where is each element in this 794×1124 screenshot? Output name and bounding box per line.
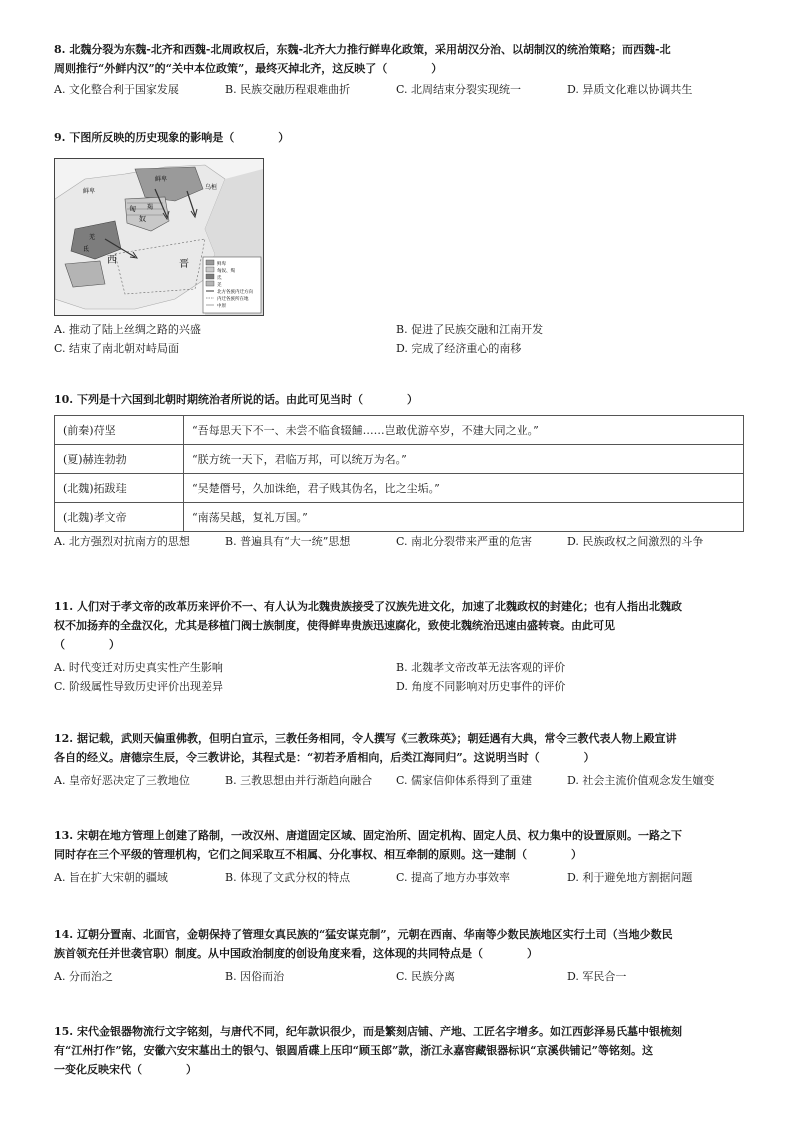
ruler-name: (前秦)苻坚 — [55, 416, 184, 445]
option-b[interactable]: B. 促进了民族交融和江南开发 — [396, 323, 544, 336]
option-a[interactable]: A. 文化整合利于国家发展 — [54, 83, 179, 96]
question-8-stem: 8. 北魏分裂为东魏-北齐和西魏-北周政权后，东魏-北齐大力推行鲜卑化政策，采用胡汉分治、以胡制汉的统治策略；而西魏-北 — [54, 43, 671, 56]
option-d[interactable]: D. 异质文化难以协调共生 — [567, 83, 693, 96]
question-10-stem: 10. 下列是十六国到北朝时期统治者所说的话。由此可见当时（ ） — [54, 393, 418, 406]
question-14-options — [54, 969, 744, 985]
question-12 — [54, 729, 744, 789]
table-row — [55, 416, 744, 445]
question-9-options — [54, 320, 744, 358]
question-11-stem-blank: （ ） — [54, 638, 120, 651]
legend-label: 内迁各族所在地 — [217, 297, 249, 302]
table-row — [55, 503, 744, 532]
legend-label: 中原 — [217, 304, 226, 309]
migration-map — [54, 158, 264, 316]
option-d[interactable]: D. 利于避免地方割据问题 — [567, 871, 693, 884]
option-c[interactable]: C. 提高了地方办事效率 — [396, 871, 511, 884]
ruler-name: (北魏)拓跋珪 — [55, 474, 184, 503]
option-d[interactable]: D. 角度不同影响对历史事件的评价 — [396, 680, 566, 693]
option-b[interactable]: B. 民族交融历程艰难曲折 — [225, 83, 351, 96]
option-a[interactable]: A. 皇帝好恶决定了三教地位 — [54, 774, 190, 787]
option-c[interactable]: C. 儒家信仰体系得到了重建 — [396, 774, 533, 787]
option-b[interactable]: B. 三教思想由并行渐趋向融合 — [225, 774, 373, 787]
option-a[interactable]: A. 时代变迁对历史真实性产生影响 — [54, 661, 223, 674]
option-d[interactable]: D. 完成了经济重心的南移 — [396, 342, 522, 355]
option-a[interactable]: A. 分而治之 — [54, 970, 113, 983]
question-13 — [54, 826, 744, 886]
question-9-options-block — [54, 318, 744, 358]
option-a[interactable]: A. 推动了陆上丝绸之路的兴盛 — [54, 323, 201, 336]
map-label: 羌 — [89, 234, 96, 241]
question-12-options — [54, 773, 744, 789]
question-12-stem: 12. 据记载，武则天偏重佛教，但明白宣示，三教任务相同，令人撰写《三教珠英》；朝廷遇有大典，常令三教代表人物上殿宣讲 — [54, 732, 677, 745]
option-c[interactable]: C. 结束了南北朝对峙局面 — [54, 342, 180, 355]
ruler-quote: “南荡吴越，复礼万国。” — [184, 503, 744, 532]
question-15-stem: 15. 宋代金银器物流行文字铭刻，与唐代不同，纪年款识很少，而是繁刻店铺、产地、工匠名字增多。如江西彭泽易氏墓中银梳刻 — [54, 1025, 682, 1038]
option-a[interactable]: A. 旨在扩大宋朝的疆域 — [54, 871, 168, 884]
ruler-quote: “朕方统一天下，君临万邦，可以统万为名。” — [184, 445, 744, 474]
rulers-quote-table — [54, 415, 744, 532]
question-10 — [54, 390, 744, 550]
question-11-options — [54, 658, 744, 696]
question-11 — [54, 597, 744, 696]
question-15-stem-cont: 有“江州打作”铭，安徽六安宋墓出土的银勺、银圆盾碟上压印“顾玉郎”款，浙江永嘉窖藏银器标识“京溪供铺记”等铭刻。这 — [54, 1044, 653, 1057]
option-d[interactable]: D. 军民合一 — [567, 970, 627, 983]
option-c[interactable]: C. 北周结束分裂实现统一 — [396, 83, 522, 96]
question-11-stem: 11. 人们对于孝文帝的改革历来评价不一、有人认为北魏贵族接受了汉族先进文化，加速了北魏政权的封建化；也有人指出北魏政 — [54, 600, 682, 613]
question-15-stem-end: 一变化反映宋代（ ） — [54, 1063, 197, 1076]
option-b[interactable]: B. 因俗而治 — [225, 970, 285, 983]
question-14-stem-cont: 族首领充任并世袭官职）制度。从中国政治制度的创设角度来看，这体现的共同特点是（ ） — [54, 947, 538, 960]
question-12-stem-cont: 各自的经义。唐德宗生辰，令三教讲论，其程式是：“初若矛盾相向，后类江海同归”。这说明当时（ ） — [54, 751, 595, 764]
map-label: 奴 — [139, 215, 146, 223]
map-label: 乌桓 — [205, 184, 218, 191]
question-8-options — [54, 82, 744, 98]
ruler-quote: “吴楚僭号，久加诛绝，君子贱其伪名，比之尘垢。” — [184, 474, 744, 503]
map-label: 西 — [107, 255, 117, 266]
question-15 — [54, 1022, 744, 1079]
map-label: 鲜卑 — [83, 188, 96, 195]
question-14 — [54, 925, 744, 985]
option-d[interactable]: D. 社会主流价值观念发生嬗变 — [567, 774, 715, 787]
option-b[interactable]: B. 普遍具有“大一统”思想 — [225, 535, 351, 548]
option-c[interactable]: C. 南北分裂带来严重的危害 — [396, 535, 533, 548]
map-label: 匈 — [129, 205, 136, 213]
question-10-options — [54, 534, 744, 550]
option-c[interactable]: C. 民族分离 — [396, 970, 456, 983]
legend-label: 匈奴、羯 — [217, 269, 235, 274]
option-b[interactable]: B. 体现了文武分权的特点 — [225, 871, 351, 884]
question-13-stem: 13. 宋朝在地方管理上创建了路制，一改汉州、唐道固定区域、固定治所、固定机构、固定人员、权力集中的设置原则。一路之下 — [54, 829, 682, 842]
question-9-stem: 9. 下图所反映的历史现象的影响是（ ） — [54, 131, 290, 144]
option-d[interactable]: D. 民族政权之间激烈的斗争 — [567, 535, 704, 548]
option-c[interactable]: C. 阶级属性导致历史评价出现差异 — [54, 680, 224, 693]
map-label: 鲜卑 — [155, 176, 168, 183]
legend-label: 鲜卑 — [217, 262, 226, 267]
ruler-name: (北魏)孝文帝 — [55, 503, 184, 532]
question-8 — [54, 40, 744, 98]
map-legend — [203, 257, 261, 313]
option-b[interactable]: B. 北魏孝文帝改革无法客观的评价 — [396, 661, 566, 674]
table-row — [55, 474, 744, 503]
question-13-options — [54, 870, 744, 886]
legend-label: 北方各族内迁方向 — [217, 290, 253, 295]
question-14-stem: 14. 辽朝分置南、北面官，金朝保持了管理女真民族的“猛安谋克制”，元朝在西南、华南等少数民族地区实行土司（当地少数民 — [54, 928, 673, 941]
legend-label: 氐 — [217, 276, 222, 281]
map-label: 晋 — [179, 259, 189, 270]
legend-label: 羌 — [217, 283, 222, 288]
question-13-stem-cont: 同时存在三个平级的管理机构，它们之间采取互不相属、分化事权、相互牵制的原则。这一建制（ ） — [54, 848, 582, 861]
map-label: 羯 — [147, 204, 154, 211]
question-9 — [54, 128, 744, 147]
table-row — [55, 445, 744, 474]
question-11-stem-cont: 权不加扬弃的全盘汉化，尤其是移植门阀士族制度，使得鲜卑贵族迅速腐化，致使北魏统治迅速由盛转衰。由此可见 — [54, 619, 615, 632]
map-label: 氐 — [83, 246, 90, 253]
ruler-name: (夏)赫连勃勃 — [55, 445, 184, 474]
ruler-quote: “吾每思天下不一、未尝不临食辍餔……岂敢优游卒岁，不建大同之业。” — [184, 416, 744, 445]
option-a[interactable]: A. 北方强烈对抗南方的思想 — [54, 535, 190, 548]
question-8-stem-cont: 周则推行“外鲜内汉”的“关中本位政策”，最终灭掉北齐，这反映了（ ） — [54, 62, 443, 75]
migration-map-graphic — [55, 159, 263, 315]
